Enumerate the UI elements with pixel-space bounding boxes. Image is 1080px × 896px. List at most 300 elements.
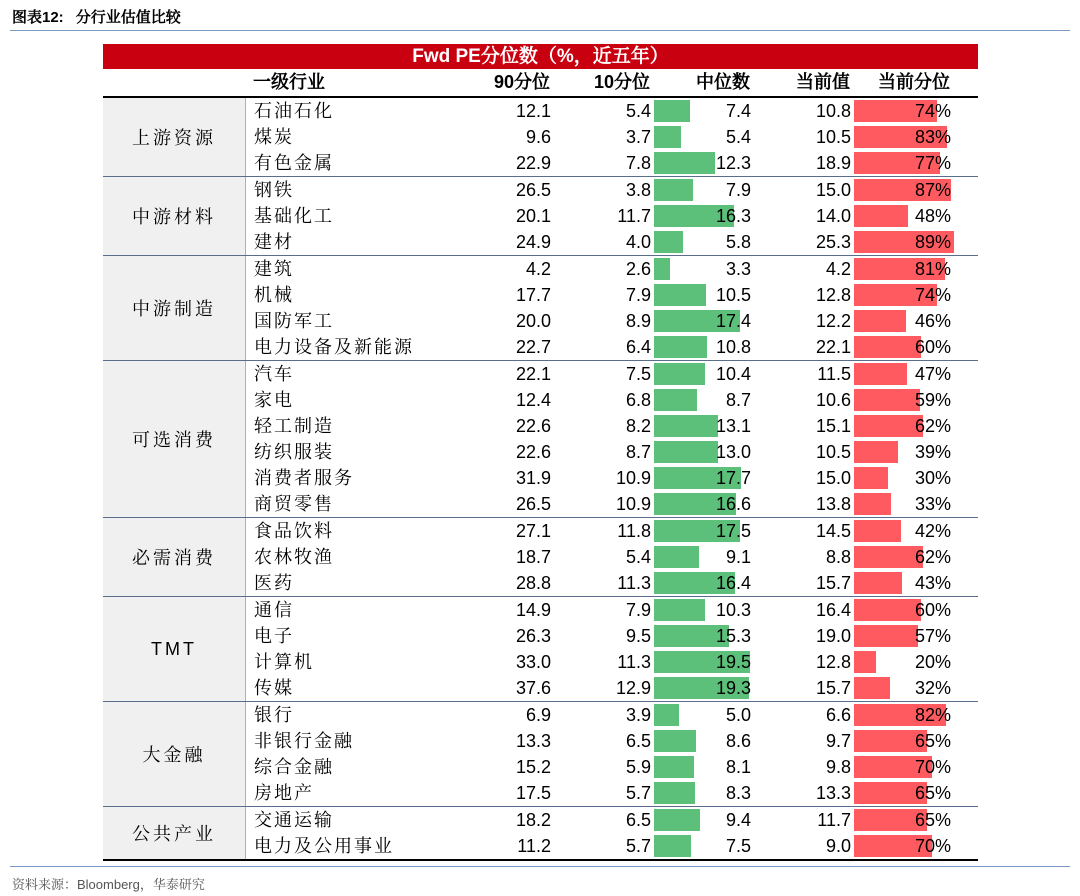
current-cell: 16.4	[815, 600, 851, 620]
current-pct-bar	[854, 363, 907, 385]
median-value: 10.3	[715, 600, 751, 620]
p10-cell: 12.9	[615, 678, 651, 698]
current-cell: 12.8	[815, 652, 851, 672]
table-row	[246, 124, 978, 150]
median-value: 13.0	[715, 442, 751, 462]
current-pct-bar	[854, 467, 888, 489]
table-row	[246, 256, 978, 282]
p10-cell: 7.9	[625, 600, 651, 620]
sector-name: 可选消费	[103, 361, 246, 517]
table-row	[246, 833, 978, 859]
current-pct-cell	[854, 833, 954, 859]
current-pct-cell	[854, 675, 954, 701]
median-cell	[654, 649, 754, 675]
p90-cell: 6.9	[525, 705, 551, 725]
median-cell	[654, 570, 754, 596]
p10-cell: 10.9	[615, 468, 651, 488]
current-pct-cell	[854, 491, 954, 517]
median-bar	[654, 835, 691, 857]
current-pct-value: 83%	[914, 127, 951, 147]
table-row	[246, 177, 978, 203]
p10-cell: 7.5	[625, 364, 651, 384]
current-pct-cell	[854, 465, 954, 491]
current-cell: 15.0	[815, 180, 851, 200]
figure-label: 图表12:	[12, 9, 64, 26]
current-pct-value: 43%	[914, 573, 951, 593]
median-cell	[654, 177, 754, 203]
industry-cell: 综合金融	[254, 757, 334, 777]
current-pct-value: 70%	[914, 757, 951, 777]
table-row	[246, 439, 978, 465]
current-pct-cell	[854, 597, 954, 623]
p10-cell: 8.7	[625, 442, 651, 462]
table-row	[246, 649, 978, 675]
current-pct-cell	[854, 518, 954, 544]
current-cell: 18.9	[815, 153, 851, 173]
median-value: 17.4	[715, 311, 751, 331]
header-p90: 90分位	[493, 72, 550, 92]
current-pct-value: 62%	[914, 416, 951, 436]
median-value: 12.3	[715, 153, 751, 173]
median-cell	[654, 728, 754, 754]
current-pct-cell	[854, 229, 954, 255]
figure-caption: 分行业估值比较	[75, 9, 181, 26]
industry-cell: 房地产	[254, 783, 314, 803]
table-row	[246, 308, 978, 334]
industry-cell: 煤炭	[254, 127, 294, 147]
current-pct-value: 39%	[914, 442, 951, 462]
median-cell	[654, 623, 754, 649]
median-value: 7.4	[725, 101, 751, 121]
current-pct-cell	[854, 754, 954, 780]
median-cell	[654, 334, 754, 360]
median-value: 17.7	[715, 468, 751, 488]
current-pct-value: 89%	[914, 232, 951, 252]
current-pct-bar	[854, 546, 923, 568]
table-body	[103, 98, 978, 861]
table-row	[246, 465, 978, 491]
median-value: 3.3	[725, 259, 751, 279]
median-value: 19.5	[715, 652, 751, 672]
p10-cell: 3.7	[625, 127, 651, 147]
median-bar	[654, 152, 715, 174]
current-pct-cell	[854, 649, 954, 675]
current-pct-bar	[854, 520, 901, 542]
current-pct-value: 33%	[914, 494, 951, 514]
median-cell	[654, 387, 754, 413]
current-cell: 8.8	[825, 547, 851, 567]
top-rule	[10, 30, 1070, 31]
current-pct-value: 65%	[914, 783, 951, 803]
p90-cell: 18.7	[515, 547, 551, 567]
current-pct-cell	[854, 308, 954, 334]
table-row	[246, 518, 978, 544]
median-value: 16.3	[715, 206, 751, 226]
current-cell: 22.1	[815, 337, 851, 357]
current-pct-value: 60%	[914, 600, 951, 620]
p90-cell: 14.9	[515, 600, 551, 620]
current-pct-value: 74%	[914, 285, 951, 305]
sector-group	[103, 807, 978, 861]
table-row	[246, 780, 978, 806]
median-cell	[654, 413, 754, 439]
p90-cell: 26.3	[515, 626, 551, 646]
current-pct-value: 48%	[914, 206, 951, 226]
sector-group	[103, 98, 978, 177]
median-value: 10.4	[715, 364, 751, 384]
median-cell	[654, 833, 754, 859]
industry-cell: 机械	[254, 285, 294, 305]
median-bar	[654, 756, 694, 778]
current-cell: 10.8	[815, 101, 851, 121]
current-pct-cell	[854, 439, 954, 465]
current-pct-bar	[854, 441, 898, 463]
current-pct-value: 62%	[914, 547, 951, 567]
table-row	[246, 570, 978, 596]
current-cell: 13.3	[815, 783, 851, 803]
current-cell: 9.0	[825, 836, 851, 856]
median-bar	[654, 258, 670, 280]
industry-cell: 消费者服务	[254, 468, 354, 488]
sector-name: 中游材料	[103, 177, 246, 255]
current-pct-cell	[854, 150, 954, 176]
current-cell: 11.5	[817, 364, 851, 384]
median-value: 15.3	[715, 626, 751, 646]
table-row	[246, 150, 978, 176]
current-pct-bar	[854, 205, 908, 227]
median-bar	[654, 231, 683, 253]
current-pct-cell	[854, 780, 954, 806]
current-pct-value: 47%	[914, 364, 951, 384]
p90-cell: 17.5	[515, 783, 551, 803]
median-value: 9.4	[725, 810, 751, 830]
median-cell	[654, 544, 754, 570]
median-cell	[654, 491, 754, 517]
table-row	[246, 807, 978, 833]
median-bar	[654, 782, 695, 804]
current-pct-bar	[854, 493, 891, 515]
table-row	[246, 203, 978, 229]
current-cell: 15.7	[815, 573, 851, 593]
median-cell	[654, 780, 754, 806]
p90-cell: 22.6	[515, 442, 551, 462]
median-bar	[654, 126, 681, 148]
sector-group	[103, 361, 978, 518]
p90-cell: 12.1	[515, 101, 551, 121]
sector-name: 大金融	[103, 702, 246, 806]
current-cell: 11.7	[817, 810, 851, 830]
p10-cell: 11.3	[617, 652, 651, 672]
median-cell	[654, 256, 754, 282]
median-cell	[654, 465, 754, 491]
median-value: 7.9	[725, 180, 751, 200]
industry-cell: 商贸零售	[254, 494, 334, 514]
p10-cell: 10.9	[615, 494, 651, 514]
median-bar	[654, 336, 707, 358]
table-row	[246, 597, 978, 623]
sector-name: TMT	[103, 597, 246, 701]
current-pct-value: 30%	[914, 468, 951, 488]
p90-cell: 11.2	[517, 836, 551, 856]
p90-cell: 20.0	[515, 311, 551, 331]
industry-cell: 基础化工	[254, 206, 334, 226]
sector-rows	[246, 361, 978, 517]
sector-rows	[246, 597, 978, 701]
median-value: 10.5	[715, 285, 751, 305]
industry-cell: 家电	[254, 390, 294, 410]
header-industry: 一级行业	[253, 72, 325, 92]
current-pct-value: 20%	[914, 652, 951, 672]
sector-rows	[246, 256, 978, 360]
table-row	[246, 754, 978, 780]
current-pct-value: 70%	[914, 836, 951, 856]
sector-rows	[246, 177, 978, 255]
p10-cell: 8.2	[625, 416, 651, 436]
p90-cell: 22.1	[515, 364, 551, 384]
header-current: 当前值	[796, 72, 850, 92]
current-pct-cell	[854, 413, 954, 439]
industry-cell: 汽车	[254, 364, 294, 384]
p10-cell: 6.4	[625, 337, 651, 357]
current-pct-cell	[854, 203, 954, 229]
table-row	[246, 675, 978, 701]
median-value: 7.5	[725, 836, 751, 856]
median-cell	[654, 98, 754, 124]
industry-cell: 纺织服装	[254, 442, 334, 462]
table-row	[246, 334, 978, 360]
current-pct-cell	[854, 361, 954, 387]
table-row	[246, 544, 978, 570]
valuation-table	[103, 44, 978, 861]
p90-cell: 15.2	[515, 757, 551, 777]
median-value: 13.1	[715, 416, 751, 436]
p10-cell: 6.5	[625, 731, 651, 751]
industry-cell: 计算机	[254, 652, 314, 672]
median-cell	[654, 675, 754, 701]
sector-rows	[246, 702, 978, 806]
table-header	[103, 69, 978, 98]
p90-cell: 37.6	[515, 678, 551, 698]
p10-cell: 5.9	[625, 757, 651, 777]
sector-group	[103, 518, 978, 597]
p10-cell: 7.8	[625, 153, 651, 173]
industry-cell: 石油石化	[254, 101, 334, 121]
p90-cell: 27.1	[515, 521, 551, 541]
median-cell	[654, 807, 754, 833]
p90-cell: 26.5	[515, 180, 551, 200]
current-cell: 9.7	[825, 731, 851, 751]
median-bar	[654, 284, 706, 306]
current-pct-value: 57%	[914, 626, 951, 646]
current-pct-bar	[854, 389, 920, 411]
median-bar	[654, 599, 705, 621]
current-pct-value: 42%	[914, 521, 951, 541]
current-pct-bar	[854, 310, 906, 332]
current-cell: 6.6	[825, 705, 851, 725]
bottom-rule	[10, 866, 1070, 867]
median-value: 5.0	[725, 705, 751, 725]
industry-cell: 建材	[254, 232, 294, 252]
industry-cell: 电力及公用事业	[254, 836, 394, 856]
current-pct-value: 65%	[914, 731, 951, 751]
p10-cell: 7.9	[625, 285, 651, 305]
current-pct-value: 77%	[914, 153, 951, 173]
median-bar	[654, 179, 693, 201]
current-cell: 15.0	[815, 468, 851, 488]
current-cell: 10.6	[815, 390, 851, 410]
p90-cell: 17.7	[515, 285, 551, 305]
median-value: 8.7	[725, 390, 751, 410]
current-cell: 4.2	[825, 259, 851, 279]
current-pct-cell	[854, 124, 954, 150]
median-value: 16.6	[715, 494, 751, 514]
median-bar	[654, 546, 699, 568]
current-pct-cell	[854, 98, 954, 124]
current-pct-cell	[854, 807, 954, 833]
current-cell: 19.0	[815, 626, 851, 646]
current-pct-value: 74%	[914, 101, 951, 121]
median-cell	[654, 229, 754, 255]
industry-cell: 轻工制造	[254, 416, 334, 436]
table-banner: Fwd PE分位数（%，近五年）	[103, 44, 978, 69]
current-cell: 15.7	[815, 678, 851, 698]
sector-name: 上游资源	[103, 98, 246, 176]
p10-cell: 4.0	[625, 232, 651, 252]
sector-rows	[246, 98, 978, 176]
current-pct-cell	[854, 544, 954, 570]
current-cell: 12.8	[815, 285, 851, 305]
sector-rows	[246, 518, 978, 596]
median-bar	[654, 441, 718, 463]
table-row	[246, 229, 978, 255]
median-bar	[654, 100, 690, 122]
sector-group	[103, 256, 978, 361]
median-value: 16.4	[715, 573, 751, 593]
p10-cell: 3.8	[625, 180, 651, 200]
p90-cell: 33.0	[515, 652, 551, 672]
p90-cell: 20.1	[515, 206, 551, 226]
industry-cell: 银行	[254, 705, 294, 725]
median-bar	[654, 389, 697, 411]
current-pct-cell	[854, 334, 954, 360]
p10-cell: 11.8	[617, 521, 651, 541]
industry-cell: 传媒	[254, 678, 294, 698]
table-row	[246, 623, 978, 649]
median-cell	[654, 308, 754, 334]
sector-group	[103, 177, 978, 256]
current-pct-bar	[854, 572, 902, 594]
source-note: 资料来源：Bloomberg，华泰研究	[12, 877, 205, 892]
p90-cell: 22.7	[515, 337, 551, 357]
sector-name: 中游制造	[103, 256, 246, 360]
table-row	[246, 361, 978, 387]
median-cell	[654, 124, 754, 150]
p90-cell: 9.6	[525, 127, 551, 147]
figure-title	[12, 6, 181, 27]
current-pct-value: 87%	[914, 180, 951, 200]
current-pct-value: 32%	[914, 678, 951, 698]
p90-cell: 28.8	[515, 573, 551, 593]
industry-cell: 有色金属	[254, 153, 334, 173]
median-cell	[654, 282, 754, 308]
median-value: 8.3	[725, 783, 751, 803]
p90-cell: 18.2	[515, 810, 551, 830]
p90-cell: 22.6	[515, 416, 551, 436]
current-pct-cell	[854, 623, 954, 649]
table-row	[246, 98, 978, 124]
median-value: 5.8	[725, 232, 751, 252]
current-pct-value: 59%	[914, 390, 951, 410]
industry-cell: 电子	[254, 626, 294, 646]
current-pct-cell	[854, 728, 954, 754]
industry-cell: 钢铁	[254, 180, 294, 200]
current-pct-bar	[854, 677, 890, 699]
sector-group	[103, 702, 978, 807]
industry-cell: 建筑	[254, 259, 294, 279]
current-cell: 10.5	[815, 442, 851, 462]
p90-cell: 13.3	[515, 731, 551, 751]
p10-cell: 3.9	[625, 705, 651, 725]
current-pct-cell	[854, 177, 954, 203]
current-pct-value: 82%	[914, 705, 951, 725]
median-value: 8.1	[725, 757, 751, 777]
table-row	[246, 413, 978, 439]
median-cell	[654, 150, 754, 176]
median-cell	[654, 518, 754, 544]
p10-cell: 9.5	[625, 626, 651, 646]
table-row	[246, 491, 978, 517]
industry-cell: 食品饮料	[254, 521, 334, 541]
median-bar	[654, 415, 718, 437]
industry-cell: 通信	[254, 600, 294, 620]
industry-cell: 交通运输	[254, 810, 334, 830]
industry-cell: 医药	[254, 573, 294, 593]
current-pct-value: 60%	[914, 337, 951, 357]
industry-cell: 非银行金融	[254, 731, 354, 751]
median-cell	[654, 439, 754, 465]
p90-cell: 24.9	[515, 232, 551, 252]
table-row	[246, 387, 978, 413]
current-cell: 15.1	[815, 416, 851, 436]
current-pct-cell	[854, 282, 954, 308]
sector-name: 公共产业	[103, 807, 246, 859]
industry-cell: 国防军工	[254, 311, 334, 331]
median-bar	[654, 363, 705, 385]
current-pct-bar	[854, 651, 876, 673]
p90-cell: 12.4	[515, 390, 551, 410]
current-cell: 14.5	[815, 521, 851, 541]
p10-cell: 6.8	[625, 390, 651, 410]
p10-cell: 11.7	[617, 206, 651, 226]
p10-cell: 5.7	[625, 836, 651, 856]
industry-cell: 农林牧渔	[254, 547, 334, 567]
industry-cell: 电力设备及新能源	[254, 337, 414, 357]
current-pct-bar	[854, 336, 921, 358]
median-cell	[654, 754, 754, 780]
p90-cell: 31.9	[515, 468, 551, 488]
current-cell: 10.5	[815, 127, 851, 147]
median-cell	[654, 597, 754, 623]
median-bar	[654, 704, 679, 726]
p90-cell: 22.9	[515, 153, 551, 173]
current-pct-value: 46%	[914, 311, 951, 331]
header-current-pct: 当前分位	[878, 72, 950, 92]
header-p10: 10分位	[593, 72, 650, 92]
median-value: 9.1	[725, 547, 751, 567]
p90-cell: 26.5	[515, 494, 551, 514]
table-row	[246, 282, 978, 308]
p10-cell: 2.6	[625, 259, 651, 279]
